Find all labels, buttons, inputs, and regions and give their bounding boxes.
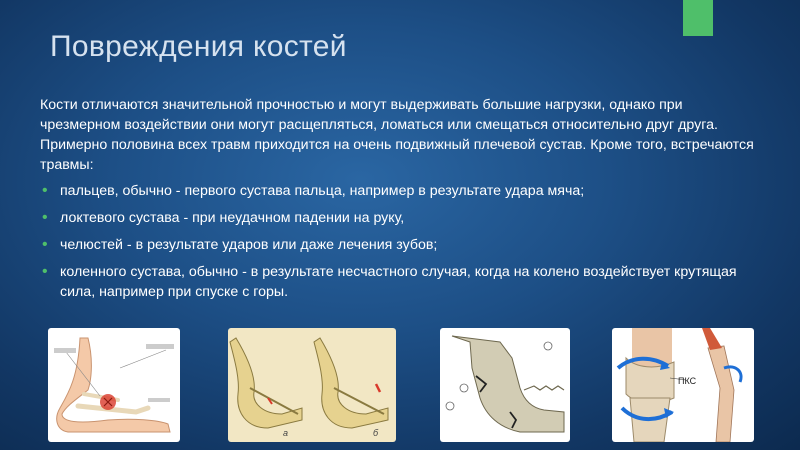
slide-body [40,95,765,309]
bullet-icon: • [42,236,48,253]
intro-paragraph: Кости отличаются значительной прочностью и могут выдерживать большие нагрузки, однако при чрезмерном воздействии они могут расщепляться, ломаться или смещаться относительно друг друга. Примерно половина всех травм приходится на очень подвижный плечевой сустав. Кроме того, встречаются травмы: [40,97,754,173]
elbow-label-b: б [373,428,379,438]
knee-injury-illustration [612,328,754,442]
list-item [40,235,765,255]
injury-list [40,181,765,302]
elbow-fracture-illustration [228,328,396,442]
list-item [40,262,765,302]
bullet-text: челюстей - в результате ударов или даже лечения зубов; [60,237,438,253]
foot-fracture-image [48,328,180,442]
knee-label-pks: ПКС [678,376,697,386]
accent-bar [683,0,713,36]
elbow-fracture-image [228,328,396,442]
slide-title: Повреждения костей [50,30,347,63]
bullet-text: пальцев, обычно - первого сустава пальца, например в результате удара мяча; [60,183,585,199]
jaw-fracture-illustration [440,328,570,442]
list-item [40,181,765,201]
foot-fracture-illustration [48,328,180,442]
bullet-text: коленного сустава, обычно - в результате несчастного случая, когда на колено воздействует крутящая сила, например при спуске с горы. [60,264,737,300]
bullet-icon: • [42,182,48,199]
bullet-icon: • [42,209,48,226]
knee-injury-image [612,328,754,442]
list-item [40,208,765,228]
bullet-text: локтевого сустава - при неудачном падении на руку, [60,210,405,226]
bullet-icon: • [42,263,48,280]
elbow-label-a: а [283,428,289,438]
jaw-fracture-image [440,328,570,442]
